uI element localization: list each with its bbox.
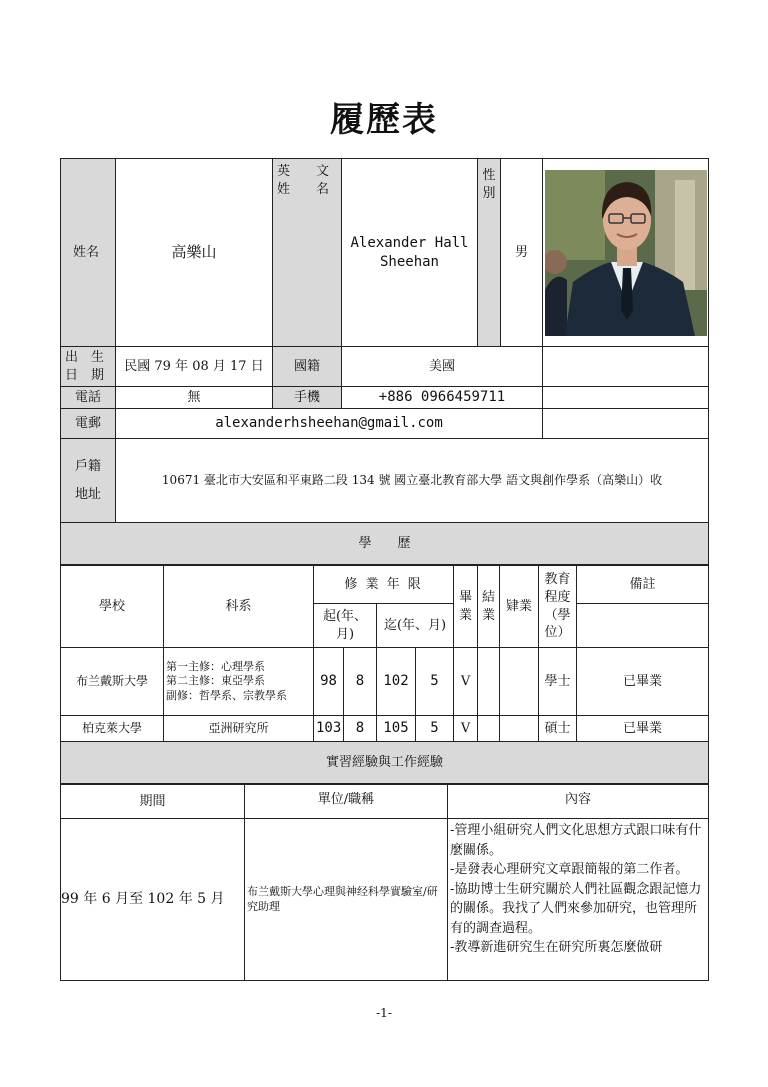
profile-photo (545, 170, 707, 336)
birth-label-line1: 出 生 (65, 349, 105, 365)
gender-value: 男 (501, 159, 543, 347)
gender-label-line2: 別 (482, 185, 496, 201)
attended-cell (500, 716, 539, 742)
header-attended: 肄業 (500, 566, 539, 648)
english-name-line1: Alexander Hall (350, 234, 469, 251)
mobile-label: 手機 (273, 387, 342, 409)
school-cell: 柏克萊大學 (61, 716, 164, 742)
education-table (60, 565, 709, 784)
empty-cell (543, 347, 709, 387)
content-line: -是發表心理研究文章跟簡報的第二作者。 (450, 862, 689, 877)
table-row (61, 819, 709, 981)
mobile-value: +886 0966459711 (342, 387, 543, 409)
header-degree: 教育程度（學位） (539, 566, 577, 648)
experience-section-title: 實習經驗與工作經驗 (61, 742, 709, 784)
header-major: 科系 (164, 566, 314, 648)
major-line: 副修：哲學系、宗教學系 (166, 688, 287, 702)
experience-table (60, 784, 709, 981)
header-note-sub (577, 604, 709, 648)
english-name-label (273, 159, 342, 347)
nationality-label: 國籍 (273, 347, 342, 387)
completed-cell (478, 648, 500, 716)
header-note: 備註 (577, 566, 709, 604)
graduated-cell: V (454, 716, 478, 742)
note-cell: 已畢業 (577, 716, 709, 742)
graduated-cell: V (454, 648, 478, 716)
english-name-line2: Sheehan (379, 253, 439, 270)
start-year-cell: 103 (314, 716, 344, 742)
address-value: 10671 臺北市大安區和平東路二段 134 號 國立臺北教育部大學 語文與創作學系（高樂山）收 (116, 439, 709, 523)
header-school: 學校 (61, 566, 164, 648)
end-month-cell: 5 (416, 716, 454, 742)
nationality-value: 美國 (342, 347, 543, 387)
name-label: 姓名 (61, 159, 116, 347)
degree-cell: 碩士 (539, 716, 577, 742)
major-cell (164, 648, 314, 716)
content-line: -協助博士生研究關於人們社區觀念跟記憶力的關係。我找了人們來參加研究，也管理所有的調查過程。 (450, 881, 702, 936)
personal-info-table (60, 158, 709, 565)
header-completed: 結業 (478, 566, 500, 648)
header-exp-unit: 單位/職稱 (245, 785, 448, 819)
content-line: -教導新進研究生在研究所裏怎麼做研 (450, 940, 663, 955)
note-cell: 已畢業 (577, 648, 709, 716)
end-year-cell: 105 (377, 716, 416, 742)
english-name-label-line2: 姓 名 (277, 181, 330, 197)
gender-label-line1: 性 (482, 168, 496, 183)
page-title: 履歷表 (330, 100, 438, 140)
attended-cell (500, 648, 539, 716)
start-month-cell: 8 (344, 716, 377, 742)
phone-label: 電話 (61, 387, 116, 409)
table-row (61, 648, 709, 716)
email-label: 電郵 (61, 409, 116, 439)
empty-cell (543, 387, 709, 409)
header-start: 起(年、月) (314, 604, 377, 648)
content-line: -管理小組研究人們文化思想方式跟口味有什麼關係。 (450, 823, 702, 858)
address-label (61, 439, 116, 523)
exp-unit-cell: 布兰戴斯大學心理與神经科學實驗室/研究助理 (245, 819, 448, 981)
empty-cell (543, 409, 709, 439)
completed-cell (478, 716, 500, 742)
birth-label (61, 347, 116, 387)
major-cell: 亞洲研究所 (164, 716, 314, 742)
end-month-cell: 5 (416, 648, 454, 716)
degree-cell: 學士 (539, 648, 577, 716)
header-graduated: 畢業 (454, 566, 478, 648)
start-year-cell: 98 (314, 648, 344, 716)
birth-value: 民國 79 年 08 月 17 日 (116, 347, 273, 387)
school-cell: 布兰戴斯大學 (61, 648, 164, 716)
education-section-title: 學 歷 (61, 523, 709, 565)
table-row (61, 716, 709, 742)
start-month-cell: 8 (344, 648, 377, 716)
major-line: 第二主修：東亞學系 (166, 674, 265, 688)
address-label-line2: 地址 (74, 486, 101, 502)
birth-label-line2: 日 期 (65, 367, 105, 383)
address-label-line1: 戶籍 (74, 458, 101, 474)
header-period: 修 業 年 限 (314, 566, 454, 604)
end-year-cell: 102 (377, 648, 416, 716)
english-name-value (342, 159, 478, 347)
exp-period-cell: 99 年 6 月至 102 年 5 月 (61, 819, 245, 981)
english-name-label-line1: 英 文 (277, 164, 330, 179)
header-exp-period: 期間 (61, 785, 245, 819)
phone-value: 無 (116, 387, 273, 409)
name-value: 高樂山 (116, 159, 273, 347)
header-exp-content: 內容 (448, 785, 709, 819)
email-value: alexanderhsheehan@gmail.com (116, 409, 543, 439)
gender-label (478, 159, 501, 347)
exp-content-cell (448, 819, 709, 981)
photo-cell (543, 159, 709, 347)
header-end: 迄(年、月) (377, 604, 454, 648)
page-number: -1- (376, 1006, 392, 1020)
major-line: 第一主修：心理學系 (166, 660, 265, 674)
